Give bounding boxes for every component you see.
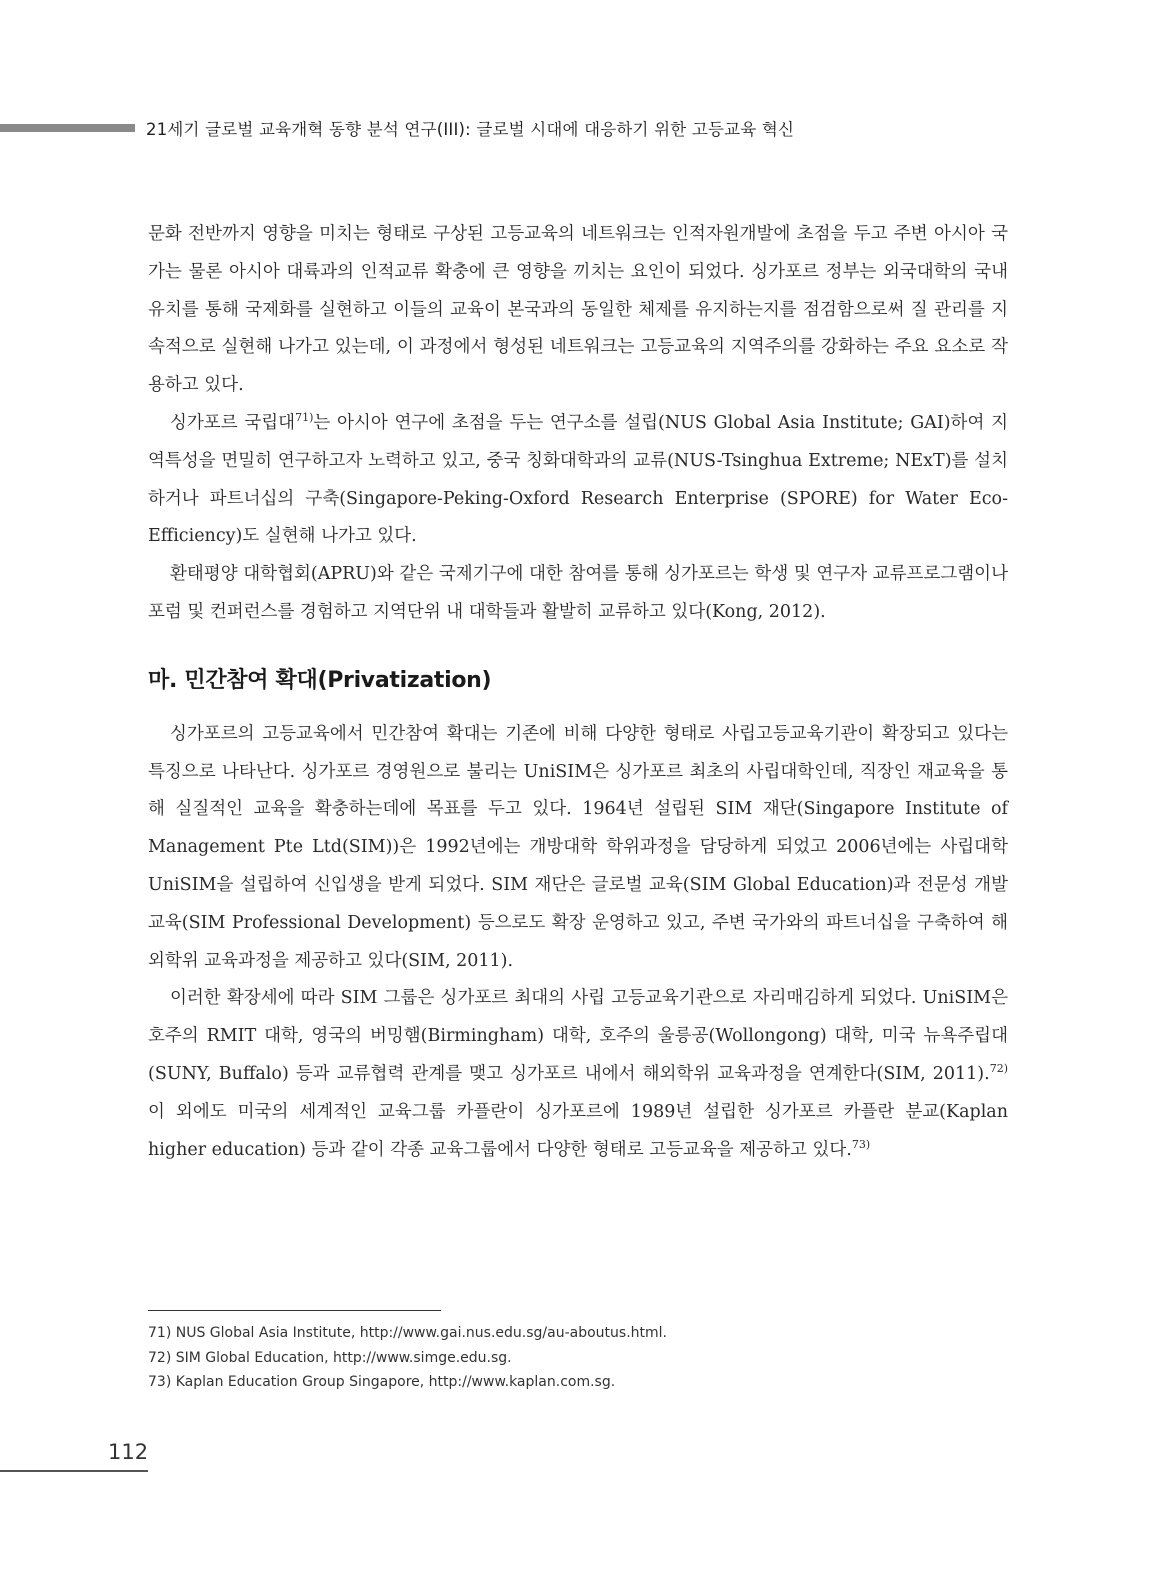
footnote-ref-72: 72): [989, 1062, 1008, 1076]
running-header: 21세기 글로벌 교육개혁 동향 분석 연구(III): 글로벌 시대에 대응하기 위한 고등교육 혁신: [146, 120, 795, 139]
section-heading: 마. 민간참여 확대(Privatization): [148, 667, 492, 693]
footnotes: [148, 1321, 1008, 1395]
footnote-72: 72) SIM Global Education, http://www.simge.edu.sg.: [148, 1349, 512, 1366]
header-bar: [0, 124, 135, 132]
paragraph-3: 환태평양 대학협회(APRU)와 같은 국제기구에 대한 참여를 통해 싱가포르는 학생 및 연구자 교류프로그램이나 포럼 및 컨퍼런스를 경험하고 지역단위 내 대학들과 활발히 교류하고 있다(Kong, 2012).: [148, 564, 1008, 622]
paragraph-5-text-a: 이러한 확장세에 따라 SIM 그룹은 싱가포르 최대의 사립 고등교육기관으로 자리매김하게 되었다. UniSIM은 호주의 RMIT 대학, 영국의 버밍햄(Birmingham) 대학, 호주의 울릉공(Wollongong) 대학, 미국 뉴욕주립대(SUNY, Buffalo) 등과 교류협력 관계를 맺고 싱가포르 내에서 해외학위 교육과정을 연계한다(SIM, 2011).: [148, 988, 1008, 1084]
footnote-ref-71: 71): [295, 411, 314, 425]
paragraph-2-text-a: 싱가포르 국립대: [170, 412, 296, 433]
page-number-rule: [0, 1470, 148, 1472]
paragraph-2: [148, 405, 1008, 556]
main-content: [148, 216, 1008, 1169]
footnote-73: 73) Kaplan Education Group Singapore, http://www.kaplan.com.sg.: [148, 1374, 616, 1390]
paragraph-4: 싱가포르의 고등교육에서 민간참여 확대는 기존에 비해 다양한 형태로 사립고등교육기관이 확장되고 있다는 특징으로 나타난다. 싱가포르 경영원으로 불리는 UniSIM은 싱가포르 최초의 사립대학인데, 직장인 재교육을 통해 실질적인 교육을 확충하는데에 목표를 두고 있다. 1964년 설립된 SIM 재단(Singapore Institute of Management Pte Ltd(SIM))은 1992년에는 개방대학 학위과정을 담당하게 되었고 2006년에는 사립대학 UniSIM을 설립하여 신입생을 받게 되었다. SIM 재단은 글로벌 교육(SIM Global Education)과 전문성 개발 교육(SIM Professional Development) 등으로도 확장 운영하고 있고, 주변 국가와의 파트너십을 구축하여 해외학위 교육과정을 제공하고 있다(SIM, 2011).: [148, 723, 1008, 971]
paragraph-5-text-b: 이 외에도 미국의 세계적인 교육그룹 카플란이 싱가포르에 1989년 설립한 싱가포르 카플란 분교(Kaplan higher education) 등과 같이 각종 교육그룹에서 다양한 형태로 고등교육을 제공하고 있다.: [148, 1101, 1008, 1160]
page-number: 112: [108, 1440, 149, 1464]
footnote-ref-73: 73): [851, 1137, 871, 1151]
paragraph-5: [148, 980, 1008, 1169]
paragraph-2-text-b: 는 아시아 연구에 초점을 두는 연구소를 설립(NUS Global Asia Institute; GAI)하여 지역특성을 면밀히 연구하고자 노력하고 있고, 중국 칭화대학과의 교류(NUS-Tsinghua Extreme; NExT)를 설치하거나 파트너십의 구축(Singapore-Peking-Oxford Research Enterprise (SPORE) for Water Eco-Efficiency)도 실현해 나가고 있다.: [148, 412, 1008, 547]
paragraph-1: 문화 전반까지 영향을 미치는 형태로 구상된 고등교육의 네트워크는 인적자원개발에 초점을 두고 주변 아시아 국가는 물론 아시아 대륙과의 인적교류 확충에 큰 영향을 끼치는 요인이 되었다. 싱가포르 정부는 외국대학의 국내 유치를 통해 국제화를 실현하고 이들의 교육이 본국과의 동일한 체제를 유지하는지를 점검함으로써 질 관리를 지속적으로 실현해 나가고 있는데, 이 과정에서 형성된 네트워크는 고등교육의 지역주의를 강화하는 주요 요소로 작용하고 있다.: [148, 224, 1008, 396]
footnote-71: 71) NUS Global Asia Institute, http://www.gai.nus.edu.sg/au-aboutus.html.: [148, 1325, 667, 1341]
footnote-divider: [148, 1310, 441, 1311]
